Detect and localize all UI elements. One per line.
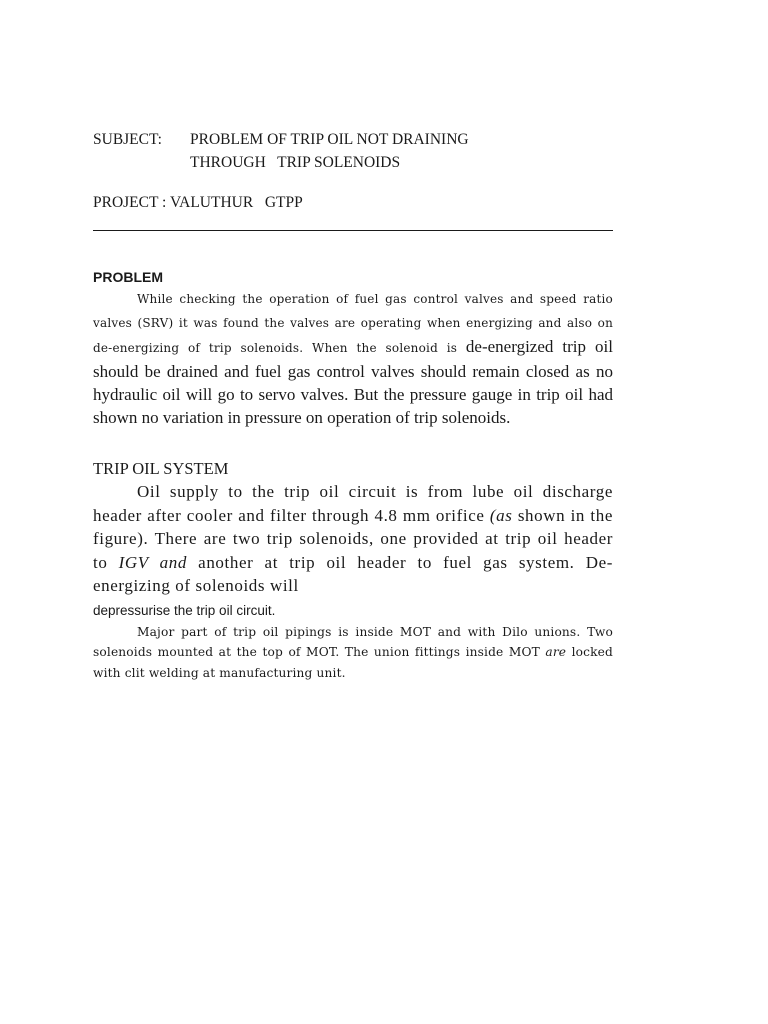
project-line: PROJECT : VALUTHUR GTPP xyxy=(93,194,303,211)
trip-text-part-2: shown in the figure). There are two trip solenoids, one provided at trip oil header to xyxy=(93,505,613,572)
problem-paragraph xyxy=(93,287,613,429)
trip-oil-system-heading: TRIP OIL SYSTEM xyxy=(93,459,229,478)
mot-text-part-2: locked with clit welding at manufacturing unit. xyxy=(93,645,613,680)
problem-text-small: While checking the operation of fuel gas control valves and speed ratio valves (SRV) it was found the valves are operating when energizing and also on de-energizing of trip solenoids. When the solenoid is xyxy=(93,292,613,355)
trip-text-italic-1: (as xyxy=(489,505,513,525)
trip-text-italic-2: IGV and xyxy=(118,552,187,572)
subject-label: SUBJECT: xyxy=(93,131,162,148)
mot-paragraph xyxy=(93,622,613,684)
subject-line-1: PROBLEM OF TRIP OIL NOT DRAINING xyxy=(190,131,469,148)
mot-text-part-1: Major part of trip oil pipings is inside MOT and with Dilo unions. Two solenoids mounted at the top of MOT. The union fittings inside MOT xyxy=(93,624,613,659)
horizontal-divider xyxy=(93,230,613,231)
mot-text-italic: are xyxy=(545,645,567,659)
problem-text-large: de-energized trip oil should be drained and fuel gas control valves should remain closed as no hydraulic oil will go to servo valves. But the pressure gauge in trip oil had shown no variation in pressure on operation of trip solenoids. xyxy=(93,337,613,427)
problem-heading: PROBLEM xyxy=(93,269,163,285)
subject-block xyxy=(93,128,613,174)
subject-row xyxy=(93,128,613,151)
document-page xyxy=(93,128,613,683)
depressurise-line: depressurise the trip oil circuit. xyxy=(93,602,276,618)
trip-text-part-1: Oil supply to the trip oil circuit is from lube oil discharge header after cooler and filter through 4.8 mm orifice xyxy=(93,482,613,525)
trip-oil-paragraph xyxy=(93,480,613,598)
trip-text-part-3: another at trip oil header to fuel gas system. De-energizing of solenoids will xyxy=(93,552,614,595)
subject-line-2: THROUGH TRIP SOLENOIDS xyxy=(190,154,401,171)
